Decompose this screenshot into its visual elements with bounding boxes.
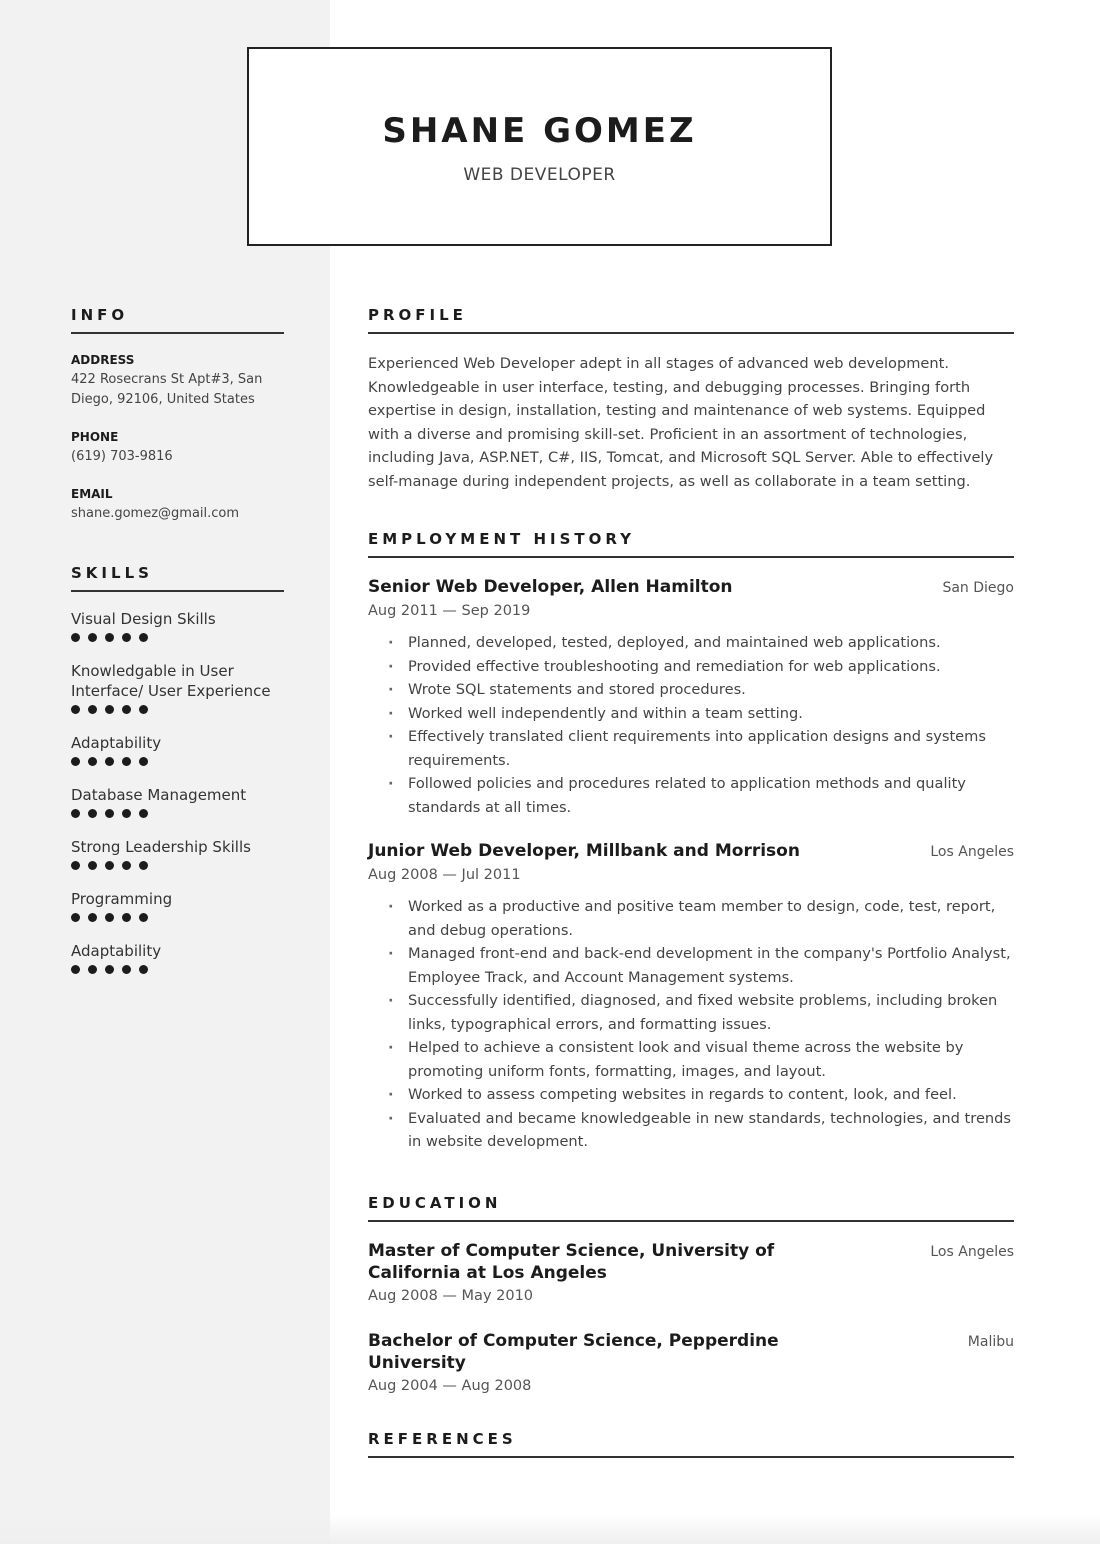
skill-rating-dot (71, 913, 80, 922)
education-list (368, 1240, 1014, 1396)
skill-item (71, 889, 284, 925)
address-value: 422 Rosecrans St Apt#3, San Diego, 92106, United States (71, 372, 263, 407)
skill-rating-dot (88, 633, 97, 642)
skill-item (71, 785, 284, 821)
skill-rating-dot (139, 965, 148, 974)
references-heading: REFERENCES (368, 1430, 1014, 1458)
job-entry (368, 840, 1014, 1154)
job-bullet: · Effectively translated client requirements into application designs and systems requirements. (388, 725, 1014, 772)
profile-text: Experienced Web Developer adept in all stages of advanced web development. Knowledgeable in user interface, testing, and debugging processes. Bringing forth expertise in design, installation, testing and maintenance of web systems. Equipped with a diverse and promising skill-set. Proficient in an assortment of technologies, including Java, ASP.NET, C#, IIS, Tomcat, and Microsoft SQL Server. Able to effectively self-manage during independent projects, as well as collaborate in a team setting. (368, 355, 994, 490)
skill-rating-dot (122, 757, 131, 766)
education-header (368, 1240, 1014, 1284)
skill-rating-dot (88, 861, 97, 870)
skill-rating (71, 633, 284, 645)
job-bullet: · Planned, developed, tested, deployed, and maintained web applications. (388, 631, 1014, 655)
skill-rating (71, 809, 284, 821)
skill-rating-dot (105, 965, 114, 974)
skill-item (71, 837, 284, 873)
candidate-title: WEB DEVELOPER (463, 165, 616, 185)
education-entry (368, 1330, 1014, 1396)
employment-heading: EMPLOYMENT HISTORY (368, 530, 1014, 558)
job-header (368, 840, 1014, 863)
skill-name: Database Management (71, 786, 247, 804)
skill-rating-dot (122, 633, 131, 642)
job-title: Senior Web Developer, Allen Hamilton (368, 577, 733, 597)
skill-rating-dot (139, 913, 148, 922)
skill-rating-dot (105, 705, 114, 714)
address-label: ADDRESS (71, 353, 135, 367)
skill-name: Adaptability (71, 942, 162, 960)
education-header (368, 1330, 1014, 1374)
page-bottom-fade (0, 1514, 1100, 1544)
job-bullet: · Provided effective troubleshooting and remediation for web applications. (388, 655, 1014, 679)
info-heading: INFO (71, 306, 284, 334)
skill-rating-dot (139, 633, 148, 642)
name-header (247, 47, 832, 246)
skill-rating-dot (88, 913, 97, 922)
skills-heading: SKILLS (71, 564, 284, 592)
skill-rating (71, 965, 284, 977)
skill-rating-dot (122, 913, 131, 922)
skill-rating-dot (105, 861, 114, 870)
skill-rating-dot (122, 965, 131, 974)
skill-rating-dot (88, 809, 97, 818)
skill-name: Strong Leadership Skills (71, 838, 251, 856)
skill-rating-dot (139, 809, 148, 818)
job-bullets (368, 895, 1014, 1154)
skill-rating-dot (122, 705, 131, 714)
skill-rating-dot (105, 757, 114, 766)
skill-rating-dot (105, 913, 114, 922)
degree-title: Bachelor of Computer Science, Pepperdine University (368, 1330, 779, 1373)
job-bullet: · Followed policies and procedures related to application methods and quality standards at all times. (388, 772, 1014, 819)
education-location: Malibu (967, 1333, 1014, 1350)
job-header (368, 576, 1014, 599)
education-heading: EDUCATION (368, 1194, 1014, 1222)
job-bullet: · Wrote SQL statements and stored procedures. (388, 678, 1014, 702)
skill-rating-dot (71, 633, 80, 642)
education-location: Los Angeles (930, 1243, 1014, 1260)
skill-rating-dot (88, 705, 97, 714)
skill-rating-dot (139, 757, 148, 766)
skill-item (71, 609, 284, 645)
profile-heading: PROFILE (368, 306, 1014, 334)
skill-rating-dot (139, 861, 148, 870)
employment-list (368, 576, 1014, 1154)
email-value: shane.gomez@gmail.com (71, 506, 240, 521)
job-bullet: · Worked to assess competing websites in regards to content, look, and feel. (388, 1083, 1014, 1107)
skill-name: Knowledgable in User Interface/ User Experience (71, 662, 271, 700)
job-bullet: · Evaluated and became knowledgeable in new standards, technologies, and trends in website development. (388, 1107, 1014, 1154)
skill-rating-dot (71, 757, 80, 766)
job-bullet: · Successfully identified, diagnosed, and fixed website problems, including broken links, typographical errors, and formatting issues. (388, 989, 1014, 1036)
job-bullet: · Worked as a productive and positive team member to design, code, test, report, and debug operations. (388, 895, 1014, 942)
main-content (368, 306, 1014, 1476)
skill-rating-dot (105, 633, 114, 642)
education-dates: Aug 2004 — Aug 2008 (368, 1377, 532, 1394)
skill-rating-dot (88, 757, 97, 766)
skill-rating-dot (105, 809, 114, 818)
sidebar (71, 306, 284, 977)
skill-rating (71, 757, 284, 769)
skill-rating-dot (71, 965, 80, 974)
skill-rating (71, 705, 284, 717)
education-dates: Aug 2008 — May 2010 (368, 1287, 534, 1304)
job-bullets (368, 631, 1014, 819)
job-bullet: · Managed front-end and back-end development in the company's Portfolio Analyst, Employee Track, and Account Management systems. (388, 942, 1014, 989)
phone-label: PHONE (71, 430, 119, 444)
skill-rating-dot (71, 861, 80, 870)
skill-item (71, 733, 284, 769)
skill-rating-dot (139, 705, 148, 714)
phone-value: (619) 703-9816 (71, 449, 173, 464)
skill-item (71, 661, 284, 717)
skill-rating-dot (122, 861, 131, 870)
job-location: San Diego (942, 580, 1014, 596)
skill-name: Visual Design Skills (71, 610, 216, 628)
job-location: Los Angeles (930, 844, 1014, 860)
job-title: Junior Web Developer, Millbank and Morrison (368, 841, 800, 861)
skill-rating (71, 913, 284, 925)
skill-rating-dot (71, 705, 80, 714)
skill-rating-dot (88, 965, 97, 974)
degree-title: Master of Computer Science, University of California at Los Angeles (368, 1240, 775, 1283)
skill-rating-dot (71, 809, 80, 818)
job-dates: Aug 2011 — Sep 2019 (368, 603, 531, 619)
skill-item (71, 941, 284, 977)
candidate-name: SHANE GOMEZ (382, 111, 697, 151)
job-bullet: · Helped to achieve a consistent look and visual theme across the website by promoting uniform fonts, formatting, images, and layout. (388, 1036, 1014, 1083)
skill-rating-dot (122, 809, 131, 818)
skill-name: Programming (71, 890, 173, 908)
skills-list (71, 609, 284, 977)
job-entry (368, 576, 1014, 819)
job-dates: Aug 2008 — Jul 2011 (368, 867, 521, 883)
job-bullet: · Worked well independently and within a team setting. (388, 702, 1014, 726)
email-label: EMAIL (71, 487, 113, 501)
education-entry (368, 1240, 1014, 1306)
skill-name: Adaptability (71, 734, 162, 752)
skill-rating (71, 861, 284, 873)
